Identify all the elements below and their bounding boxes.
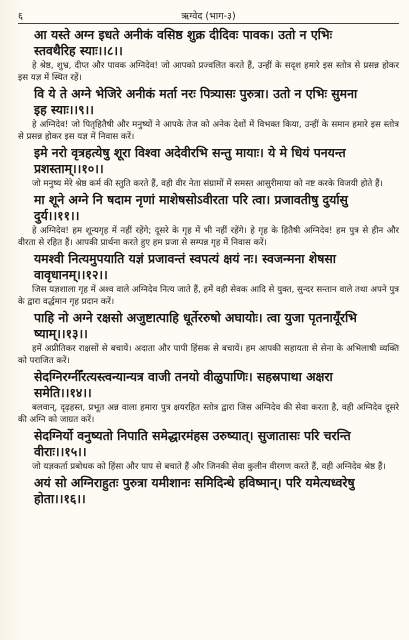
mantra-line: इह स्याः।।९।। (34, 102, 94, 117)
mantra-10 (18, 145, 399, 177)
header-rule (18, 23, 399, 24)
mantra-line: दुर्य।।११।। (34, 208, 80, 223)
mantra-line: यमश्वी नित्यमुपयाति यज्ञं प्रजावन्तं स्वपत्यं क्षयं नः। स्वजन्मना शेषसा (34, 251, 336, 266)
page-number: ६ (18, 11, 23, 22)
translation-15: जो यज्ञकर्ता प्रबोधक को हिंसा और पाप से बचाते हैं और जिनकी सेवा कुलीन वीरगण करते हैं, वही अग्निदेव श्रेष्ठ हैं। (32, 462, 386, 472)
mantra-12 (18, 251, 399, 283)
mantra-line: पाहि नो अग्ने रक्षसो अजुष्टात्पाहि धूर्तेररुषो अघायोः। त्वा युजा पृतनायूँरभि (34, 310, 357, 325)
mantra-16 (18, 475, 399, 507)
mantra-13 (18, 310, 399, 342)
mantra-line: मा शूने अग्ने नि षदाम नृणां माशेषसोऽवीरता परि त्वा। प्रजावतीषु दुर्यासु (34, 192, 348, 207)
mantra-line: प्रशस्ताम्।।१०।। (34, 161, 104, 176)
translation-10: जो मनुष्य मेरे श्रेष्ठ कर्म की स्तुति करते हैं, वही वीर नेता संग्रामों में समस्त आसुरीमाया को नष्ट करके विजयी होते हैं। (32, 179, 383, 189)
mantra-14 (18, 369, 399, 401)
mantra-11 (18, 192, 399, 224)
mantra-line: स्तवथैरिह स्याः।।८।। (34, 43, 123, 58)
mantra-15 (18, 428, 399, 460)
mantra-line: वीराः।।१५।। (34, 444, 87, 459)
mantra-line: ष्याम्।।१३।। (34, 326, 88, 341)
mantra-line: आ यस्ते अग्न इधते अनीकं वसिष्ठ शुक्र दीदिवः पावक। उतो न एभिः (34, 27, 333, 42)
mantra-8 (18, 27, 399, 59)
running-title: ऋग्वेद (भाग-३) (181, 11, 236, 22)
mantra-line: वि ये ते अग्ने भेजिरे अनीकं मर्ता नरः पित्र्यासः पुरुत्रा। उतो न एभिः सुमना (34, 86, 358, 101)
translation-12: जिस यज्ञशाला गृह में अश्व वाले अग्निदेव नित्य जाते हैं, हमें वही सेवक आदि से युक्त, सुन्दर सन्तान वाले तथा अपने पुत्र के द्वारा वर्द्धमान गृह प्रदान करें। (18, 285, 399, 307)
page-header (18, 6, 399, 24)
mantra-9 (18, 86, 399, 118)
mantra-line: होता।।१६।। (34, 491, 86, 506)
translation-13: हमें अप्रीतिकर राक्षसों से बचायें। अदाता और पापी हिंसक से बचायें। हम आपकी सहायता से सेना के अभिलाषी व्यक्ति को पराजित करें। (18, 344, 399, 366)
mantra-line: सेदग्निर्यो वनुष्यतो निपाति समेद्धारमंहस उरुष्यात्। सुजातासः परि चरन्ति (34, 428, 351, 443)
translation-9: हे अग्निदेव! जो पितृहितैषी और मनुष्यों ने आपके तेज को अनेक देशों में विभक्त किया, उन्हीं के समान हमारे इस स्तोत्र से प्रसन्न होकर इस यज्ञ में निवास करें। (18, 120, 399, 142)
translation-11: हे अग्निदेव! हम शून्यगृह में नहीं रहेंगे; दूसरे के गृह में भी नहीं रहेंगे। हे गृह के हितैषी अग्निदेव! हम पुत्र से हीन और वीरता से रहित हैं। आपकी प्रार्थना करते हुए हम प्रजा से सम्पन्न गृह में निवास करें। (18, 226, 399, 248)
translation-8: हे श्रेष्ठ, शुभ्र, दीप्त और पावक अग्निदेव! जो आपको प्रज्वलित करते हैं, उन्हीं के सदृश हमारे इस स्तोत्र से प्रसन्न होकर इस यज्ञ में स्थित रहें। (18, 61, 399, 83)
mantra-line: इमे नरो वृत्रहत्येषु शूरा विश्वा अदेवीरभि सन्तु मायाः। ये मे धियं पनयन्त (34, 145, 346, 160)
mantra-line: अयं सो अग्निराहुतः पुरुत्रा यमीशानः समिदिन्धे हविष्मान्। परि यमेत्यध्वरेषु (34, 475, 355, 490)
mantra-line: वावृधानम्।।१२।। (34, 267, 108, 282)
page-body (18, 27, 399, 507)
translation-14: बलवान्, दृढ़हस्त, प्रभूत अन्न वाला हमारा पुत्र क्षयरहित स्तोत्र द्वारा जिस अग्निदेव की सेवा करता है, वही अग्निदेव दूसरे की अग्नि को जाग्रत करें। (18, 403, 399, 425)
mantra-line: समेति।।१४।। (34, 385, 92, 400)
mantra-line: सेदग्निरग्नीँरत्यस्त्वन्यान्यत्र वाजी तनयो वीळुपाणिः। सहस्रपाथा अक्षरा (34, 369, 333, 384)
